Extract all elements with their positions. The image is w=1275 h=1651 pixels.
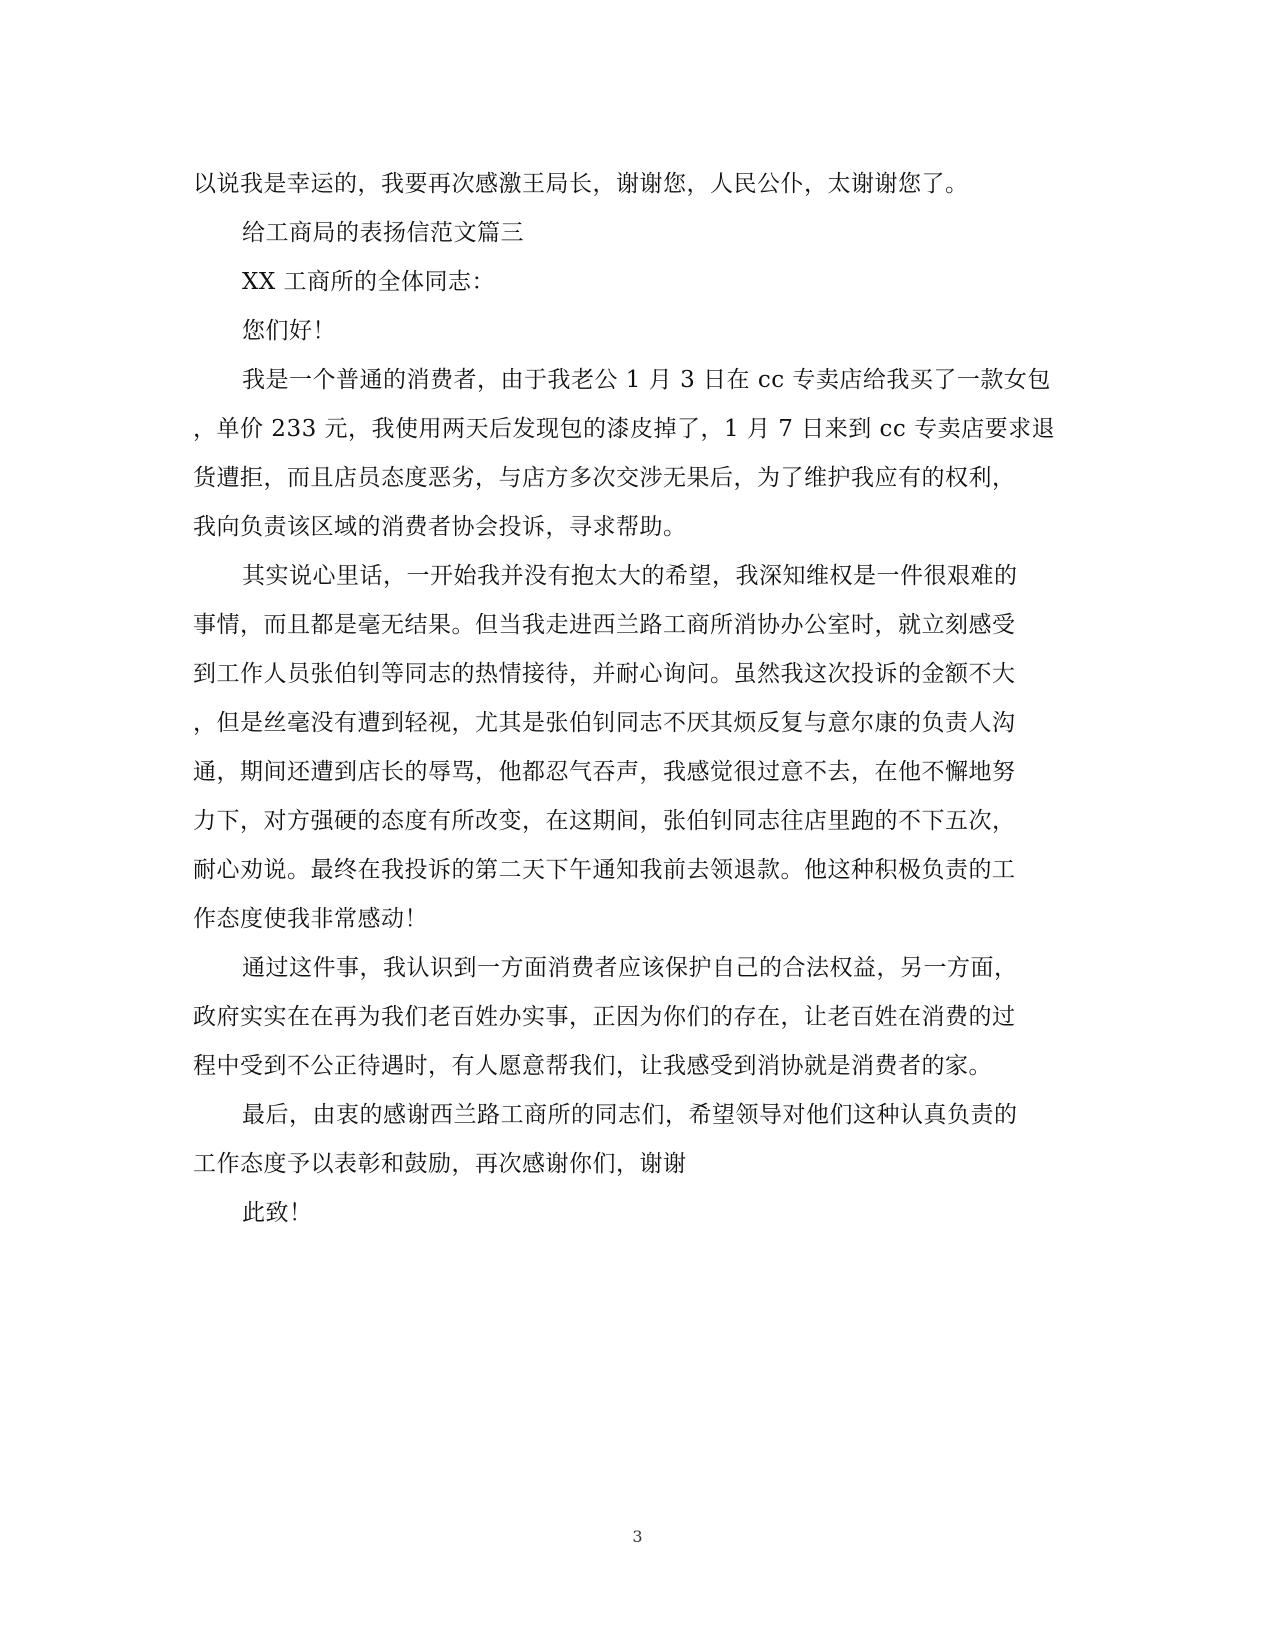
text-line: 作态度使我非常感动！ (193, 906, 428, 932)
greeting: 您们好！ (242, 318, 336, 344)
closing: 此致！ (242, 1200, 313, 1226)
text-line: 到工作人员张伯钊等同志的热情接待，并耐心询问。虽然我这次投诉的金额不大 (193, 661, 1016, 687)
page-number: 3 (632, 1527, 643, 1546)
salutation: XX 工商所的全体同志： (242, 269, 496, 295)
text-line: 我是一个普通的消费者，由于我老公 1 月 3 日在 cc 专卖店给我买了一款女包 (242, 367, 1051, 393)
text-line: 力下，对方强硬的态度有所改变，在这期间，张伯钊同志往店里跑的不下五次， (193, 808, 1016, 834)
document-body (193, 160, 1083, 1238)
text-line: 货遭拒，而且店员态度恶劣，与店方多次交涉无果后，为了维护我应有的权利， (193, 465, 1016, 491)
text-line: 程中受到不公正待遇时，有人愿意帮我们，让我感受到消协就是消费者的家。 (193, 1053, 992, 1079)
text-line: ，但是丝毫没有遭到轻视，尤其是张伯钊同志不厌其烦反复与意尔康的负责人沟 (193, 710, 1016, 736)
text-line: ，单价 233 元，我使用两天后发现包的漆皮掉了，1 月 7 日来到 cc 专卖店要求退 (193, 416, 1056, 442)
text-line: 政府实实在在再为我们老百姓办实事，正因为你们的存在，让老百姓在消费的过 (193, 1004, 1016, 1030)
text-line: 最后，由衷的感谢西兰路工商所的同志们，希望领导对他们这种认真负责的 (242, 1102, 1018, 1128)
text-line: 以说我是幸运的，我要再次感激王局长，谢谢您，人民公仆，太谢谢您了。 (193, 171, 969, 197)
text-line: 我向负责该区域的消费者协会投诉，寻求帮助。 (193, 514, 687, 540)
text-line: 通过这件事，我认识到一方面消费者应该保护自己的合法权益，另一方面， (242, 955, 1018, 981)
text-line: 通，期间还遭到店长的辱骂，他都忍气吞声，我感觉很过意不去，在他不懈地努 (193, 759, 1016, 785)
text-line: 耐心劝说。最终在我投诉的第二天下午通知我前去领退款。他这种积极负责的工 (193, 857, 1016, 883)
text-line: 其实说心里话，一开始我并没有抱太大的希望，我深知维权是一件很艰难的 (242, 563, 1018, 589)
text-line: 工作态度予以表彰和鼓励，再次感谢你们，谢谢 (193, 1151, 687, 1177)
text-line: 事情，而且都是毫无结果。但当我走进西兰路工商所消协办公室时，就立刻感受 (193, 612, 1016, 638)
section-heading: 给工商局的表扬信范文篇三 (242, 220, 524, 246)
